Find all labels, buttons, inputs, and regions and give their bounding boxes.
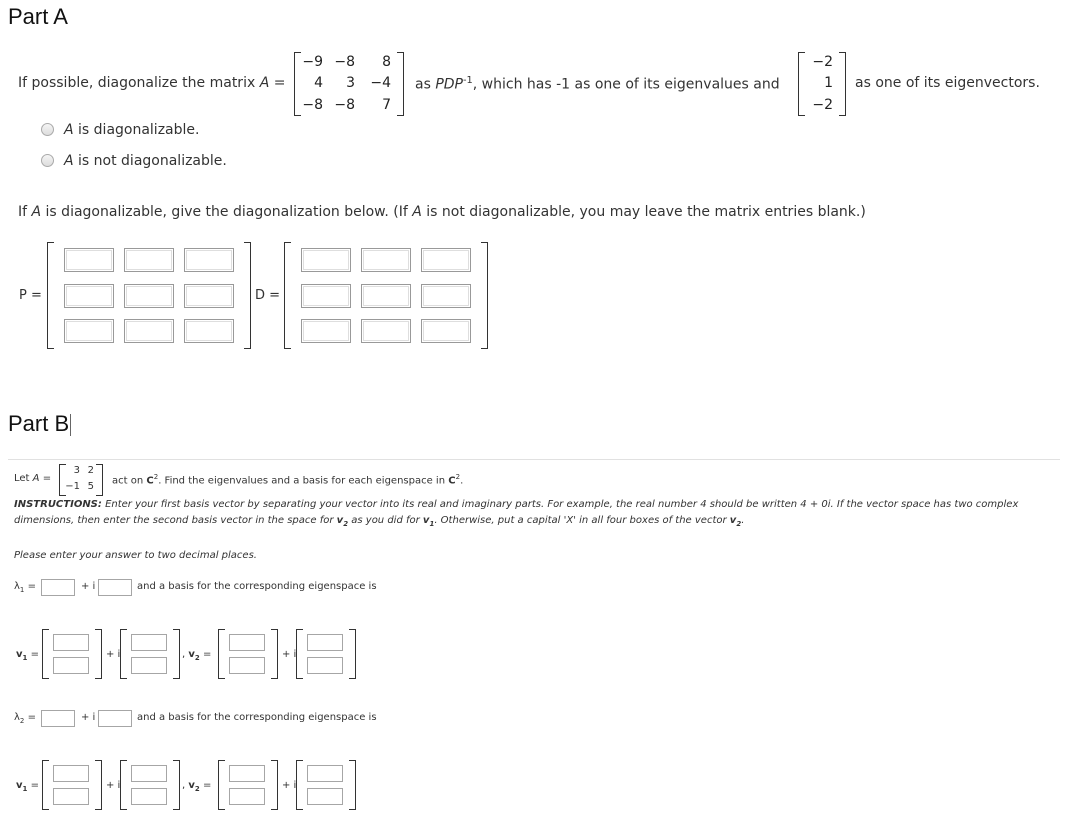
plus-i: + i	[81, 581, 96, 592]
eigenvector-text: as one of its eigenvectors.	[855, 75, 1040, 91]
p-entry[interactable]	[184, 319, 234, 343]
d-entry[interactable]	[361, 319, 411, 343]
v1-label: $v_1$ =	[16, 780, 39, 793]
divider	[8, 459, 1060, 460]
act-on-text: act on $C^2$. Find the eigenvalues and a basis for each eigenspace in $C^2$.	[112, 473, 464, 487]
v2-imag-entry[interactable]	[307, 634, 343, 651]
v1-imag-entry[interactable]	[131, 657, 167, 674]
p-entry[interactable]	[64, 248, 114, 272]
p-entry[interactable]	[124, 319, 174, 343]
d-entry[interactable]	[361, 248, 411, 272]
d-label: D =	[255, 288, 281, 303]
lambda1-label: $\lambda_1$ =	[14, 581, 36, 594]
radio-not-diagonalizable[interactable]	[41, 154, 54, 167]
v2-imag-entry[interactable]	[307, 657, 343, 674]
v2-real-entry[interactable]	[229, 788, 265, 805]
v2-real-entry[interactable]	[229, 634, 265, 651]
plus-i: + i	[282, 780, 297, 791]
d-entry[interactable]	[301, 319, 351, 343]
d-entry[interactable]	[421, 284, 471, 308]
v1-imag-entry[interactable]	[131, 765, 167, 782]
v2-imag-entry[interactable]	[307, 765, 343, 782]
option-not-diagonalizable: A is not diagonalizable.	[64, 153, 227, 169]
part-b-title: Part B	[8, 411, 70, 436]
basis-text: and a basis for the corresponding eigenspace is	[137, 581, 377, 592]
p-label: P =	[19, 288, 42, 303]
question-intro: If possible, diagonalize the matrix A =	[18, 75, 286, 91]
lambda2-imag-input[interactable]	[98, 710, 132, 727]
v1-real-entry[interactable]	[53, 657, 89, 674]
p-entry[interactable]	[184, 248, 234, 272]
plus-i: + i	[106, 780, 121, 791]
matrix-b: 3 2 −1 5	[59, 464, 103, 496]
p-entry[interactable]	[124, 284, 174, 308]
plus-i: + i	[282, 649, 297, 660]
d-entry[interactable]	[301, 284, 351, 308]
plus-i: + i	[81, 712, 96, 723]
v1-real-entry[interactable]	[53, 634, 89, 651]
d-entry[interactable]	[361, 284, 411, 308]
d-entry[interactable]	[301, 248, 351, 272]
eigenvector: −2 1 −2	[798, 52, 846, 116]
lambda2-real-input[interactable]	[41, 710, 75, 727]
p-entry[interactable]	[184, 284, 234, 308]
text-cursor	[70, 414, 71, 436]
matrix-a: −9 −8 8 4 3 −4 −8 −8 7	[294, 52, 404, 116]
factorization-text: as $PDP^{-1}$, which has -1 as one of its eigenvalues and	[415, 75, 780, 93]
v1-label: $v_1$ =	[16, 649, 39, 662]
d-entry[interactable]	[421, 319, 471, 343]
part-a-title: Part A	[8, 4, 68, 29]
lambda1-imag-input[interactable]	[98, 579, 132, 596]
let-label: Let A =	[14, 473, 52, 484]
v2-imag-entry[interactable]	[307, 788, 343, 805]
p-entry[interactable]	[124, 248, 174, 272]
instructions-line-2: dimensions, then enter the second basis vector in the space for $v_2$ as you did for $v_1$. Otherwise, put a capital 'X' in all four boxes of the vector $v_2$.	[14, 515, 745, 528]
precision-note: Please enter your answer to two decimal places.	[14, 550, 257, 561]
plus-i: + i	[106, 649, 121, 660]
d-entry[interactable]	[421, 248, 471, 272]
diagonalization-instructions: If A is diagonalizable, give the diagonalization below. (If A is not diagonalizable, you may leave the matrix entries blank.)	[18, 204, 866, 220]
v2-label: , $v_2$ =	[182, 649, 212, 662]
p-entry[interactable]	[64, 319, 114, 343]
v1-imag-entry[interactable]	[131, 634, 167, 651]
p-entry[interactable]	[64, 284, 114, 308]
option-diagonalizable: A is diagonalizable.	[64, 122, 200, 138]
v1-real-entry[interactable]	[53, 765, 89, 782]
lambda1-real-input[interactable]	[41, 579, 75, 596]
radio-diagonalizable[interactable]	[41, 123, 54, 136]
lambda2-label: $\lambda_2$ =	[14, 712, 36, 725]
v1-real-entry[interactable]	[53, 788, 89, 805]
instructions-line-1: INSTRUCTIONS: Enter your first basis vector by separating your vector into its real and imaginary parts. For example, the real number 4 should be written 4 + 0i. If the vector space has two complex	[14, 499, 1019, 510]
basis-text: and a basis for the corresponding eigenspace is	[137, 712, 377, 723]
v1-imag-entry[interactable]	[131, 788, 167, 805]
v2-real-entry[interactable]	[229, 657, 265, 674]
v2-label: , $v_2$ =	[182, 780, 212, 793]
v2-real-entry[interactable]	[229, 765, 265, 782]
